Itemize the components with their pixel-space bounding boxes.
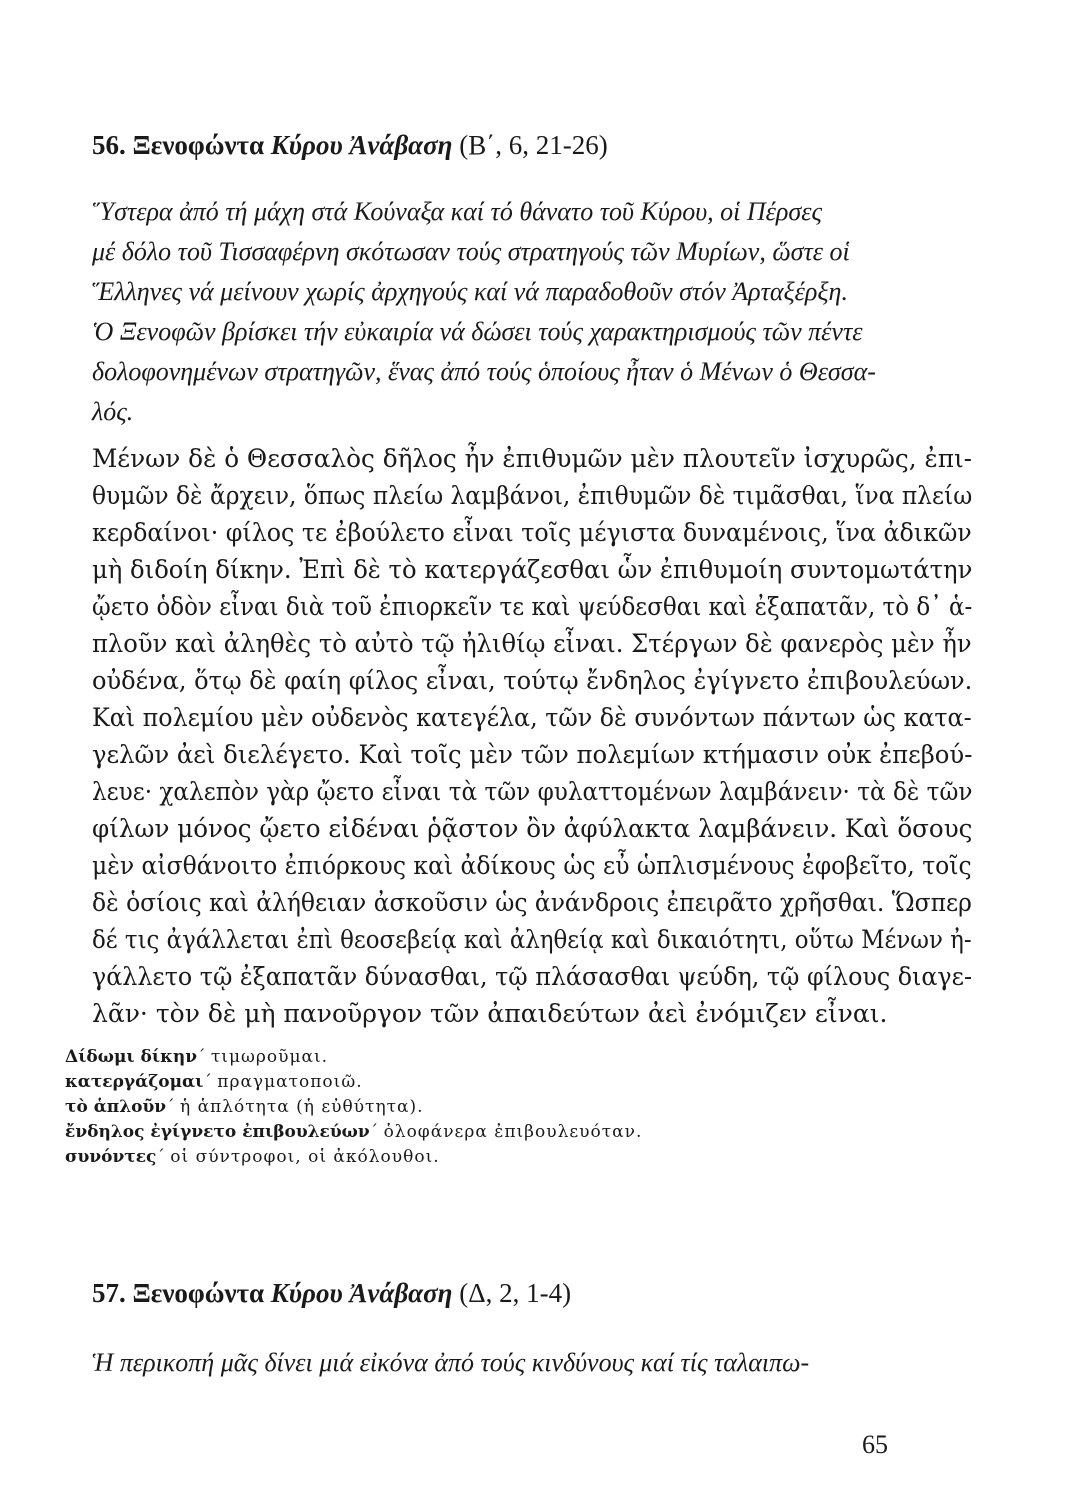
gloss-definition: ὁλοφάνερα ἐπιβουλευόταν. [383,1122,643,1142]
text-line: θυμῶν δὲ ἄρχειν, ὅπως πλείω λαμβάνοι, ἐπιθυμῶν δὲ τιμᾶσθαι, ἵνα πλείω [92,481,973,510]
intro-line: Ὁ Ξενοφῶν βρίσκει τήν εὐκαιρία νά δώσει τούς χαρακτηρισμούς τῶν πέντε [92,317,863,346]
page-number: 65 [862,1430,888,1459]
gloss-separator: ΄ [203,1072,218,1092]
gloss-definition: ἡ ἁπλότητα (ἡ εὐθύτητα). [179,1097,424,1117]
gloss-separator: ΄ [197,1047,211,1067]
gloss-entry [65,1070,965,1095]
gloss-separator: ΄ [369,1122,384,1142]
section-number: 56. [92,130,126,160]
section-number: 57. [92,1278,126,1308]
gloss-term: κατεργάζομαι [65,1072,204,1092]
section-56-heading [92,130,608,161]
gloss-definition: οἱ σύντροφοι, οἱ ἀκόλουθοι. [170,1147,440,1167]
section-title: Κύρου Ἀνάβαση [270,1278,453,1308]
intro-line: Ἕλληνες νά μείνουν χωρίς ἀρχηγούς καί νά παραδοθοῦν στόν Ἀρταξέρξη. [92,277,848,306]
section-author: Ξενοφώντα [132,130,265,160]
gloss-definition: τιμωροῦμαι. [210,1047,329,1067]
text-line: φίλων μόνος ᾤετο εἰδέναι ῥᾷστον ὂν ἀφύλακτα λαμβάνειν. Καὶ ὅσους [92,814,973,843]
gloss-separator: ΄ [156,1147,171,1167]
text-line: Μένων δὲ ὁ Θεσσαλὸς δῆλος ἦν ἐπιθυμῶν μὲν πλουτεῖν ἰσχυρῶς, ἐπι- [92,444,973,473]
section-author: Ξενοφώντα [132,1278,265,1308]
gloss-term: συνόντες [65,1147,157,1167]
text-line: δὲ ὁσίοις καὶ ἀλήθειαν ἀσκοῦσιν ὡς ἀνάνδροις ἐπειρᾶτο χρῆσθαι. Ὥσπερ [92,888,972,917]
text-line: γελῶν ἀεὶ διελέγετο. Καὶ τοῖς μὲν τῶν πολεμίων κτήμασιν οὐκ ἐπεβού- [92,740,973,769]
gloss-entry [65,1095,965,1120]
text-line: οὐδένα, ὅτῳ δὲ φαίη φίλος εἶναι, τούτῳ ἔνδηλος ἐγίγνετο ἐπιβουλεύων. [92,666,973,695]
text-line: μὴ διδοίη δίκην. Ἐπὶ δὲ τὸ κατεργάζεσθαι ὧν ἐπιθυμοίη συντομωτάτην [92,555,973,584]
text-line: μὲν αἰσθάνοιτο ἐπιόρκους καὶ ἀδίκους ὡς εὖ ὡπλισμένους ἐφοβεῖτο, τοῖς [92,851,972,880]
intro-line: δολοφονημένων στρατηγῶν, ἕνας ἀπό τούς ὁποίους ἦταν ὁ Μένων ὁ Θεσσα- [92,357,876,386]
section-56-intro [92,192,972,432]
gloss-definition: πραγματοποιῶ. [217,1072,363,1092]
text-line: λευε· χαλεπὸν γὰρ ᾤετο εἶναι τὰ τῶν φυλαττομένων λαμβάνειν· τὰ δὲ τῶν [92,777,973,806]
gloss-entry [65,1045,965,1070]
intro-line: Ὕστερα ἀπό τή μάχη στά Κούναξα καί τό θάνατο τοῦ Κύρου, οἱ Πέρσες [92,197,823,226]
text-line: δέ τις ἀγάλλεται ἐπὶ θεοσεβείᾳ καὶ ἀληθείᾳ καὶ δικαιότητι, οὕτω Μένων ἠ- [92,925,972,954]
gloss-entry [65,1120,965,1145]
text-line: πλοῦν καὶ ἀληθὲς τὸ αὐτὸ τῷ ἠλιθίῳ εἶναι. Στέργων δὲ φανερὸς μὲν ἦν [92,629,972,658]
section-title: Κύρου Ἀνάβαση [270,130,453,160]
gloss-term: Δίδωμι δίκην [65,1047,197,1067]
text-line: κερδαίνοι· φίλος τε ἐβούλετο εἶναι τοῖς μέγιστα δυναμένοις, ἵνα ἀδικῶν [92,518,972,547]
text-line: γάλλετο τῷ ἐξαπατᾶν δύνασθαι, τῷ πλάσασθαι ψεύδη, τῷ φίλους διαγε- [92,962,972,991]
intro-line: λός. [92,397,134,426]
section-56-text [92,440,972,1032]
gloss-separator: ΄ [166,1097,180,1117]
text-line: ᾤετο ὁδὸν εἶναι διὰ τοῦ ἐπιορκεῖν τε καὶ ψεύδεσθαι καὶ ἐξαπατᾶν, τὸ δ᾽ ἁ- [92,592,973,621]
gloss-term: τὸ ἁπλοῦν [65,1097,167,1117]
text-line: λᾶν· τὸν δὲ μὴ πανοῦργον τῶν ἀπαιδεύτων ἀεὶ ἐνόμιζεν εἶναι. [92,999,888,1028]
section-reference: (Β΄, 6, 21-26) [459,130,608,160]
text-line: Καὶ πολεμίου μὲν οὐδενὸς κατεγέλα, τῶν δὲ συνόντων πάντων ὡς κατα- [92,703,972,732]
gloss-term: ἔνδηλος ἐγίγνετο ἐπιβουλεύων [65,1122,370,1142]
section-57-intro [92,1343,972,1383]
section-reference: (Δ, 2, 1-4) [459,1278,572,1308]
gloss-entry [65,1145,965,1170]
section-56-glosses [65,1045,965,1170]
intro-line: μέ δόλο τοῦ Τισσαφέρνη σκότωσαν τούς στρατηγούς τῶν Μυρίων, ὥστε οἱ [92,237,850,266]
intro-line: Ἡ περικοπή μᾶς δίνει μιά εἰκόνα ἀπό τούς κινδύνους καί τίς ταλαιπω- [92,1348,810,1377]
section-57-heading [92,1278,571,1309]
